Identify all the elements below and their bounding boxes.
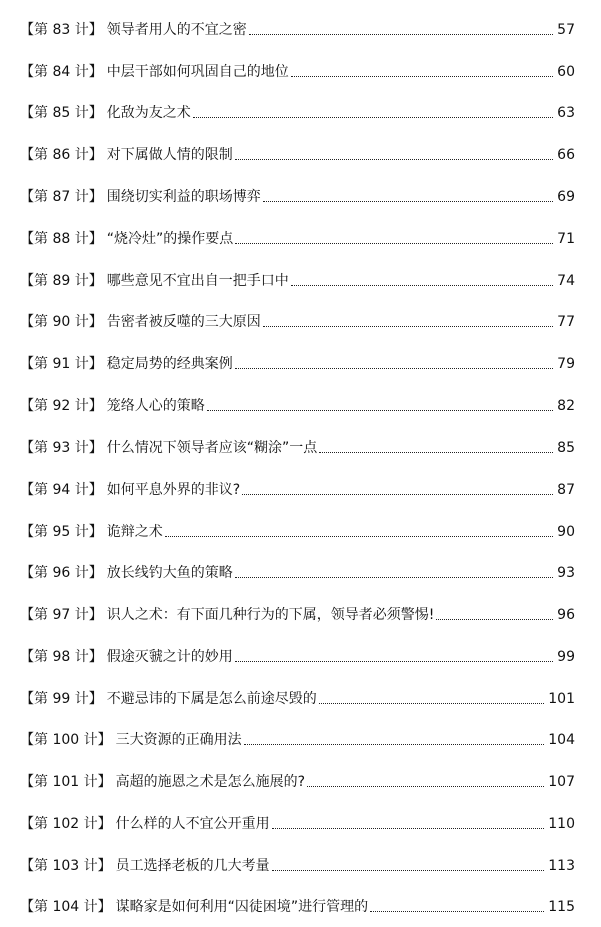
toc-entry-title: 哪些意见不宜出自一把手口中: [106, 273, 289, 289]
toc-entry-title: 对下属做人情的限制: [106, 147, 233, 163]
toc-entry-page: 93: [557, 565, 575, 581]
toc-entry-title: 识人之术：有下面几种行为的下属，领导者必须警惕!: [106, 607, 435, 623]
toc-entry-number: 【第 83 计】: [20, 22, 103, 38]
toc-entry-title: 围绕切实利益的职场博弈: [106, 189, 261, 205]
toc-entry-number: 【第 86 计】: [20, 147, 103, 163]
dot-leader: [436, 619, 553, 620]
toc-entry-page: 66: [557, 147, 575, 163]
dot-leader: [307, 786, 544, 787]
toc-entry-number: 【第 97 计】: [20, 607, 103, 623]
toc-entry-page: 79: [557, 356, 575, 372]
toc-entry-number: 【第 93 计】: [20, 440, 103, 456]
dot-leader: [235, 159, 553, 160]
toc-entry-number: 【第 103 计】: [20, 858, 112, 874]
dot-leader: [291, 285, 553, 286]
toc-entry-page: 107: [548, 774, 575, 790]
toc-entry-page: 87: [557, 482, 575, 498]
toc-entry[interactable]: [20, 268, 575, 290]
toc-entry-number: 【第 92 计】: [20, 398, 103, 414]
toc-entry-title: 员工选择老板的几大考量: [115, 858, 270, 874]
toc-entry[interactable]: [20, 309, 575, 331]
dot-leader: [235, 661, 553, 662]
dot-leader: [319, 703, 545, 704]
dot-leader: [235, 577, 553, 578]
dot-leader: [165, 536, 553, 537]
toc-entry-number: 【第 87 计】: [20, 189, 103, 205]
toc-entry-title: “烧冷灶”的操作要点: [106, 231, 234, 247]
dot-leader: [235, 243, 553, 244]
toc-entry-number: 【第 104 计】: [20, 899, 112, 915]
toc-entry-page: 60: [557, 64, 575, 80]
toc-entry-title: 笼络人心的策略: [106, 398, 205, 414]
dot-leader: [319, 452, 553, 453]
toc-entry-number: 【第 99 计】: [20, 691, 103, 707]
toc-entry-title: 放长线钓大鱼的策略: [106, 565, 233, 581]
toc-entry-page: 63: [557, 105, 575, 121]
toc-entry-number: 【第 84 计】: [20, 64, 103, 80]
toc-entry-page: 101: [548, 691, 575, 707]
dot-leader: [235, 368, 553, 369]
dot-leader: [291, 76, 553, 77]
toc-entry[interactable]: [20, 686, 575, 708]
toc-entry[interactable]: [20, 853, 575, 875]
dot-leader: [242, 494, 553, 495]
toc-entry-number: 【第 91 计】: [20, 356, 103, 372]
toc-entry[interactable]: [20, 226, 575, 248]
dot-leader: [370, 911, 544, 912]
toc-entry-number: 【第 90 计】: [20, 314, 103, 330]
toc-entry[interactable]: [20, 560, 575, 582]
toc-entry-title: 如何平息外界的非议?: [106, 482, 241, 498]
toc-entry-page: 104: [548, 732, 575, 748]
toc-entry[interactable]: [20, 184, 575, 206]
toc-entry-page: 99: [557, 649, 575, 665]
toc-entry[interactable]: [20, 769, 575, 791]
toc-entry[interactable]: [20, 59, 575, 81]
dot-leader: [244, 744, 545, 745]
toc-entry-title: 化敌为友之术: [106, 105, 191, 121]
toc-entry[interactable]: [20, 100, 575, 122]
toc-entry[interactable]: [20, 477, 575, 499]
toc-entry-title: 高超的施恩之术是怎么施展的?: [115, 774, 306, 790]
toc-entry-page: 85: [557, 440, 575, 456]
dot-leader: [263, 201, 553, 202]
toc-entry-page: 110: [548, 816, 575, 832]
toc-entry-page: 113: [548, 858, 575, 874]
toc-entry[interactable]: [20, 435, 575, 457]
toc-entry[interactable]: [20, 894, 575, 916]
toc-entry[interactable]: [20, 727, 575, 749]
toc-entry[interactable]: [20, 351, 575, 373]
dot-leader: [272, 870, 545, 871]
toc-entry-title: 领导者用人的不宜之密: [106, 22, 247, 38]
toc-entry-title: 稳定局势的经典案例: [106, 356, 233, 372]
toc-entry-number: 【第 95 计】: [20, 524, 103, 540]
toc-entry-page: 115: [548, 899, 575, 915]
toc-entry-number: 【第 85 计】: [20, 105, 103, 121]
toc-entry-number: 【第 101 计】: [20, 774, 112, 790]
dot-leader: [249, 34, 553, 35]
toc-entry[interactable]: [20, 811, 575, 833]
toc-entry-page: 57: [557, 22, 575, 38]
toc-entry-title: 不避忌讳的下属是怎么前途尽毁的: [106, 691, 317, 707]
toc-entry-number: 【第 98 计】: [20, 649, 103, 665]
toc-entry-number: 【第 88 计】: [20, 231, 103, 247]
toc-entry[interactable]: [20, 393, 575, 415]
dot-leader: [272, 828, 545, 829]
toc-entry-number: 【第 100 计】: [20, 732, 112, 748]
toc-entry-title: 告密者被反噬的三大原因: [106, 314, 261, 330]
toc-entry-title: 什么情况下领导者应该“糊涂”一点: [106, 440, 318, 456]
toc-entry[interactable]: [20, 644, 575, 666]
dot-leader: [263, 326, 553, 327]
toc-entry-page: 77: [557, 314, 575, 330]
toc-entry[interactable]: [20, 602, 575, 624]
toc-entry-page: 82: [557, 398, 575, 414]
toc-entry-page: 71: [557, 231, 575, 247]
toc-entry-number: 【第 94 计】: [20, 482, 103, 498]
toc-entry-title: 诡辩之术: [106, 524, 163, 540]
toc-entry-title: 什么样的人不宜公开重用: [115, 816, 270, 832]
toc-entry[interactable]: [20, 142, 575, 164]
toc-entry-title: 三大资源的正确用法: [115, 732, 242, 748]
toc-entry[interactable]: [20, 17, 575, 39]
toc-entry-page: 74: [557, 273, 575, 289]
dot-leader: [193, 117, 553, 118]
toc-entry-page: 90: [557, 524, 575, 540]
toc-entry[interactable]: [20, 519, 575, 541]
toc-entry-number: 【第 96 计】: [20, 565, 103, 581]
toc-entry-page: 69: [557, 189, 575, 205]
toc-entry-number: 【第 102 计】: [20, 816, 112, 832]
toc-entry-page: 96: [557, 607, 575, 623]
toc-entry-title: 谋略家是如何利用“囚徒困境”进行管理的: [115, 899, 369, 915]
toc-entry-number: 【第 89 计】: [20, 273, 103, 289]
toc-entry-title: 假途灭虢之计的妙用: [106, 649, 233, 665]
dot-leader: [207, 410, 553, 411]
toc-entry-title: 中层干部如何巩固自己的地位: [106, 64, 289, 80]
